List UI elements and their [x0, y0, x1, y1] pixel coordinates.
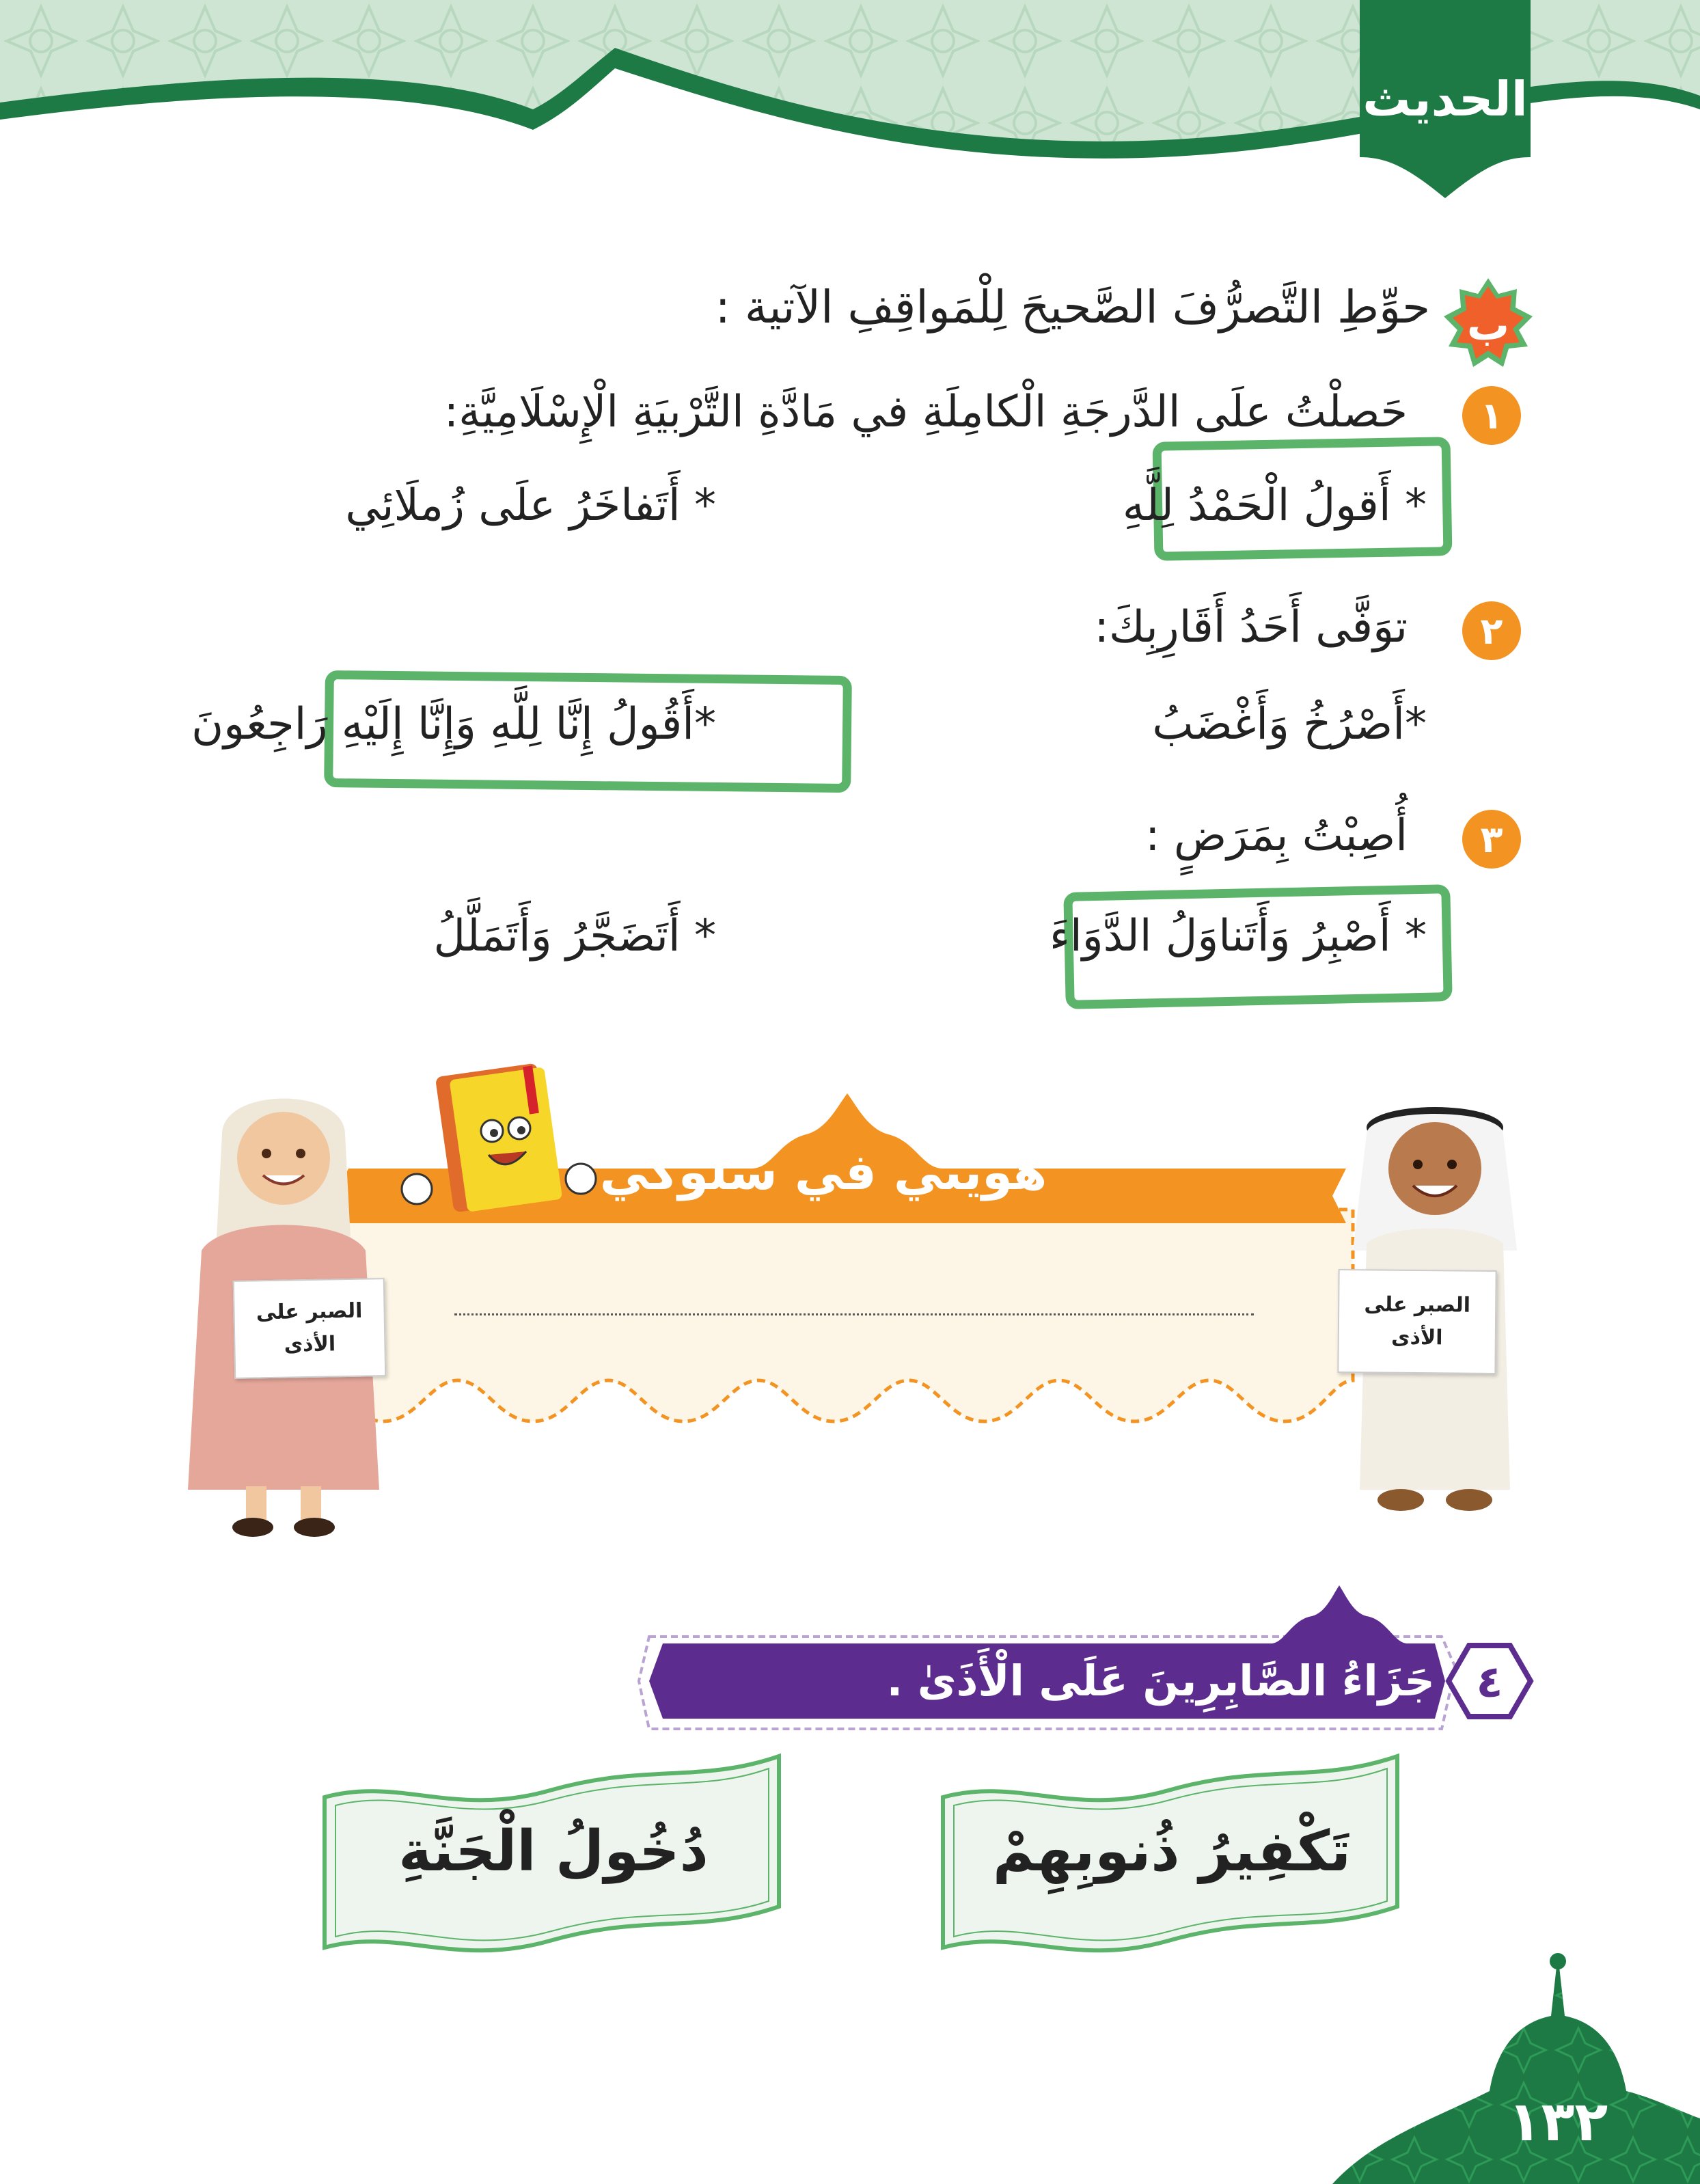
question-text-1: حَصلْتُ علَى الدَّرجَةِ الْكامِلَةِ في مَادَّةِ التَّرْبيَةِ الْإِسْلَامِيَّةِ:	[443, 387, 1408, 437]
option-3-a[interactable]: * أَصْبِرُ وَأَتَناوَلُ الدَّوَاءَ	[1049, 911, 1427, 961]
section-title: الحديث	[1362, 71, 1528, 127]
girl-sign: الصبر على الأذى	[233, 1278, 386, 1379]
option-2-a[interactable]: *أَصْرُخُ وَأَغْضَبُ	[1152, 699, 1427, 750]
option-3-b[interactable]: * أَتَضَجَّرُ وَأَتَمَلَّلُ	[433, 911, 716, 961]
boy-sign: الصبر على الأذى	[1337, 1269, 1496, 1374]
option-2-b[interactable]: *أَقُولُ إِنَّا لِلَّهِ وَإِنَّا إِلَيْهِ رَاجِعُونَ	[191, 699, 716, 750]
option-1-a[interactable]: * أَقولُ الْحَمْدُ لِلَّهِ	[1122, 480, 1427, 531]
section4-number: ٤	[1476, 1657, 1503, 1708]
identity-banner-title: هويتي في سلوكي	[599, 1143, 1047, 1201]
answer-card-expiation: تَكْفِيرُ ذُنوبِهِمْ	[992, 1819, 1352, 1884]
instruction-badge-letter: ب	[1466, 299, 1510, 350]
question-text-3: أُصِبْتُ بِمَرَضٍ :	[1144, 810, 1408, 861]
option-1-b[interactable]: * أَتَفاخَرُ علَى زُملَائِي	[345, 480, 716, 531]
section4-title: جَزَاءُ الصَّابِرِينَ عَلَى الْأَذَىٰ .	[886, 1656, 1435, 1706]
question-number-3: ٣	[1462, 810, 1521, 869]
page-number: ١٣٢	[1507, 2090, 1608, 2153]
question-number-2: ٢	[1462, 601, 1521, 660]
instruction-text: حوِّطِ التَّصرُّفَ الصَّحيحَ لِلْمَواقِفِ الآتية :	[715, 281, 1430, 333]
question-text-2: توَفَّى أَحَدُ أَقَارِبِكَ:	[1094, 602, 1408, 653]
answer-writing-line[interactable]	[454, 1313, 1254, 1315]
answer-card-paradise: دُخُولُ الْجَنَّةِ	[398, 1819, 709, 1884]
question-number-1: ١	[1462, 386, 1521, 445]
